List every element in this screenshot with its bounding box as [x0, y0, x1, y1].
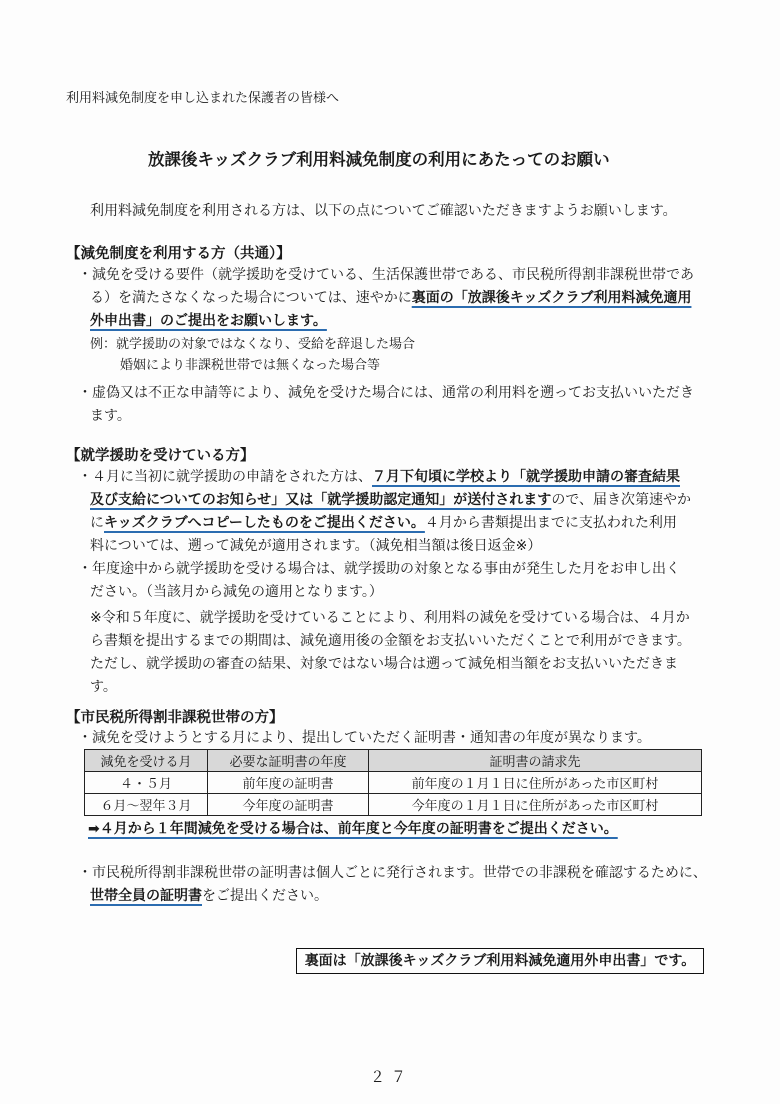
- section2-note-line3: ただし、就学援助の審査の結果、対象ではない場合は遡って減免相当額をお支払いいただきま: [90, 656, 678, 672]
- section2-item1-line2: [90, 489, 691, 512]
- addressee: 利用料減免制度を申し込まれた保護者の皆様へ: [66, 91, 340, 106]
- section1-item1-line1: ・減免を受ける要件（就学援助を受けている、生活保護世帯である、市民税所得割非課税世帯であ: [78, 267, 694, 283]
- section3-heading: 【市民税所得割非課税世帯の方】: [66, 710, 284, 726]
- section3-item2-line1: ・市民税所得割非課税世帯の証明書は個人ごとに発行されます。世帯での非課税を確認するために、: [78, 865, 707, 881]
- table-cell: 前年度の証明書: [208, 772, 369, 794]
- table-row: [85, 794, 702, 816]
- section1-heading: 【減免制度を利用する方（共通）】: [66, 246, 291, 262]
- table-header-cell: 減免を受ける月: [85, 750, 208, 772]
- section1-example-line2: 婚姻により非課税世帯では無くなった場合等: [120, 358, 381, 373]
- table-cell: ６月～翌年３月: [85, 794, 208, 816]
- section2-item1-line1: [78, 466, 680, 489]
- section3-item1: ・減免を受けようとする月により、提出していただく証明書・通知書の年度が異なります。: [78, 730, 651, 746]
- intro-text: 利用料減免制度を利用される方は、以下の点についてご確認いただきますようお願いします。: [90, 203, 677, 219]
- section1-item1-line2-text: る）を満たさなくなった場合については、速やかに: [90, 290, 412, 306]
- section2-item1-line2-emphasis: 及び支給についてのお知らせ」又は「就学援助認定通知」が送付されます: [90, 492, 552, 508]
- certificate-arrow-note: ➡４月から１年間減免を受ける場合は、前年度と今年度の証明書をご提出ください。: [88, 821, 618, 837]
- section1-item1-line3: [90, 310, 327, 333]
- section2-item1-line1-text: ・４月に当初に就学援助の申請をされた方は、: [78, 469, 372, 485]
- section2-item2-line2: ださい。（当該月から減免の適用となります。）: [90, 584, 383, 600]
- section2-item1-line3: [90, 512, 677, 535]
- section3-item2-line2: [90, 885, 328, 908]
- section1-item2-line1: ・虚偽又は不正な申請等により、減免を受けた場合には、通常の利用料を遡ってお支払いいただき: [78, 385, 694, 401]
- document-title: 放課後キッズクラブ利用料減免制度の利用にあたってのお願い: [148, 150, 610, 169]
- section2-item1-line2-text: ので、届き次第速やか: [551, 492, 692, 508]
- section1-example-line1: 例：就学援助の対象ではなくなり、受給を辞退した場合: [90, 337, 416, 352]
- section2-item1-line3-emphasis: キッズクラブへコピーしたものをご提出ください。: [104, 515, 425, 531]
- section2-item2-line1: ・年度途中から就学援助を受ける場合は、就学援助の対象となる事由が発生した月をお申し出く: [78, 561, 680, 577]
- section1-item1-line2: [90, 287, 691, 310]
- section1-item1-line2-emphasis: 裏面の「放課後キッズクラブ利用料減免適用: [411, 290, 692, 306]
- section2-note-line4: す。: [90, 679, 117, 695]
- table-header-row: [85, 750, 702, 772]
- table-header-cell: 必要な証明書の年度: [208, 750, 369, 772]
- section2-heading: 【就学援助を受けている方】: [66, 448, 255, 464]
- section2-item1-line4: 料については、遡って減免が適用されます。（減免相当額は後日返金※）: [90, 538, 542, 554]
- certificate-table: [84, 749, 702, 816]
- section2-note-line2: ら書類を提出するまでの期間は、減免適用後の金額をお支払いいただくことで利用ができます。: [90, 633, 691, 649]
- section2-item1-line3-prefix: に: [90, 515, 104, 531]
- section3-item2-line2-emphasis: 世帯全員の証明書: [90, 888, 202, 904]
- section1-item2-line2: ます。: [90, 408, 131, 424]
- section2-item1-line3-suffix: ４月から書類提出までに支払われた利用: [424, 515, 677, 531]
- section2-item1-line1-emphasis: ７月下旬頃に学校より「就学援助申請の審査結果: [372, 469, 680, 485]
- table-cell: ４・５月: [85, 772, 208, 794]
- table-cell: 前年度の１月１日に住所があった市区町村: [369, 772, 702, 794]
- table-cell: 今年度の１月１日に住所があった市区町村: [369, 794, 702, 816]
- section1-item1-line3-emphasis: 外申出書」のご提出をお願いします。: [90, 313, 327, 329]
- section3-item2-line2-text: をご提出ください。: [202, 888, 328, 904]
- table-row: [85, 772, 702, 794]
- section2-note-line1: ※令和５年度に、就学援助を受けていることにより、利用料の減免を受けている場合は、４月か: [90, 610, 690, 626]
- page-number: ２７: [370, 1068, 413, 1086]
- back-side-notice: 裏面は「放課後キッズクラブ利用料減免適用外申出書」です。: [296, 948, 704, 974]
- table-header-cell: 証明書の請求先: [369, 750, 702, 772]
- table-cell: 今年度の証明書: [208, 794, 369, 816]
